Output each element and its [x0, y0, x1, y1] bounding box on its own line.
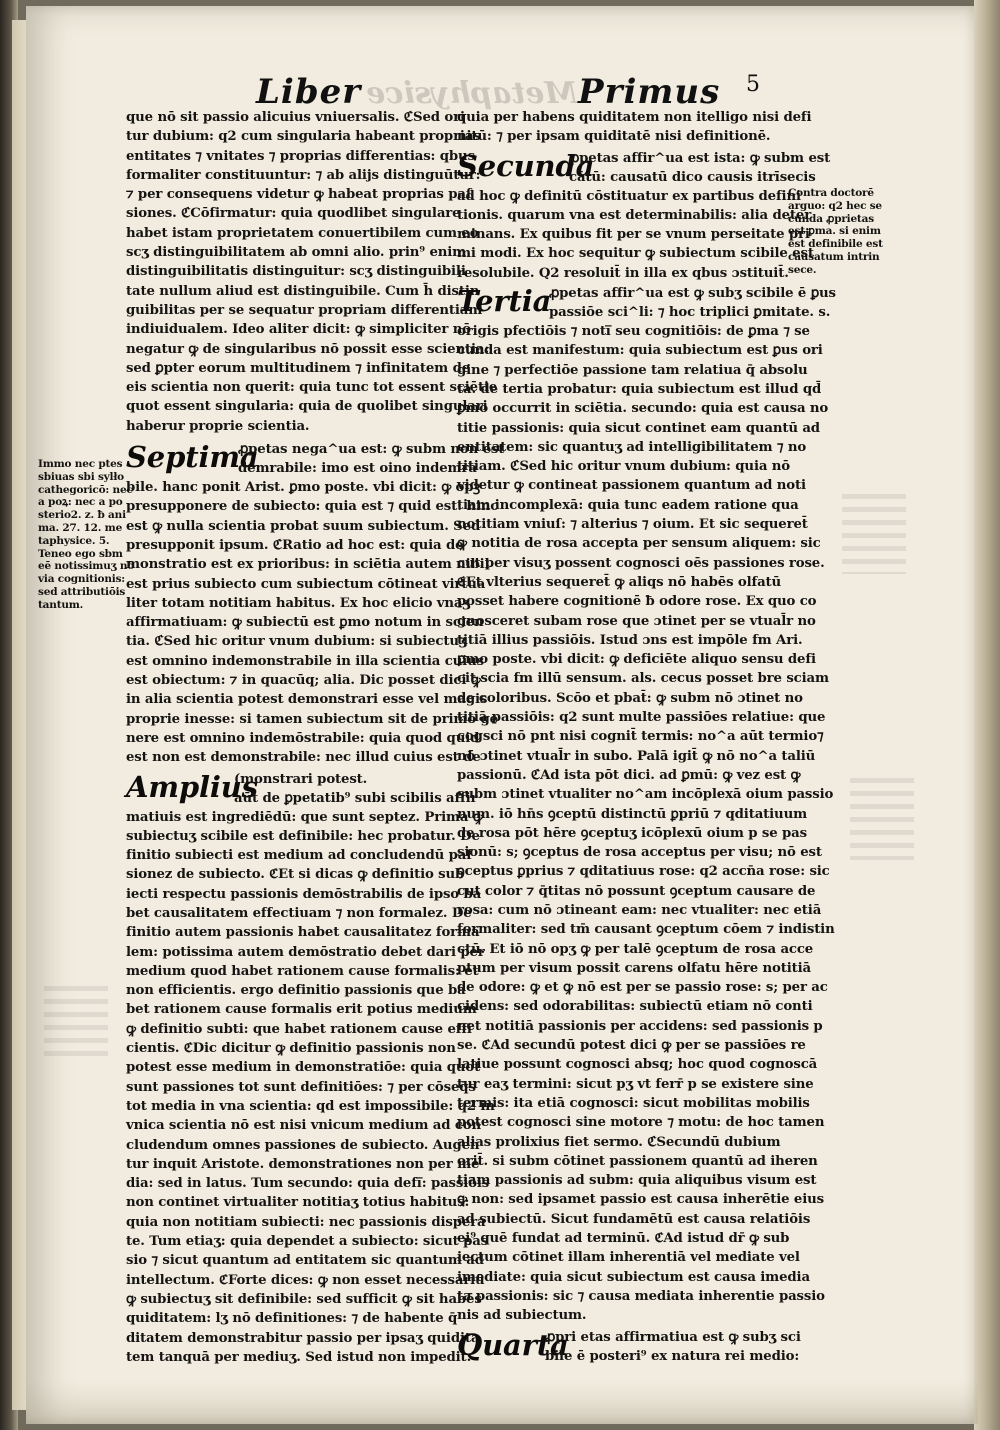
text-line: nis ad subiectum.	[457, 1308, 587, 1324]
text-line: bet rationem cause formalis erit potius medium	[126, 1002, 477, 1018]
text-line: tia. ℭSed hic oritur vnum dubium: si subiectuʒ	[126, 634, 467, 650]
text-line: num. iō hn̄s ꝯceptū distinctū ꝑpriū ⁊ qditatiuum	[457, 806, 808, 822]
text-line: haberur proprie scientia.	[126, 418, 310, 434]
section-initial-lines	[569, 149, 830, 188]
margin-note-line: arguo: q2 hec se	[788, 199, 882, 212]
text-line: matiuis est ingrediēdū: que sunt septez. Prima ꝙ	[126, 809, 483, 825]
text-line: de odore: ꝙ et ꝙ nō est per se passio rose: s; per ac	[457, 980, 828, 996]
text-line: lem: potissima autem demōstratio debet dari per	[126, 944, 485, 960]
text-line: entitatem: sic quantuʒ ad intelligibilitatem ⁊ no	[457, 439, 807, 455]
text-line: tur inquit Aristote. demonstrationes non per me	[126, 1156, 480, 1172]
text-line: tiam incomplexā: quia tunc eadem ratione qua	[457, 497, 799, 513]
section-initial-lines	[545, 1328, 801, 1367]
text-line: subm ɔtinet vtualiter no^am incōplexā oium passio	[457, 787, 834, 803]
text-line: ditatem demonstrabitur passio per ipsaʒ quidita	[126, 1330, 480, 1346]
section-initial-block	[457, 284, 836, 322]
text-line: latiue possunt cognosci absq; hoc quod cognoscā	[457, 1057, 818, 1073]
text-line: tate nullum aliud est distinguibile. Cum h̄ distin	[126, 283, 480, 299]
text-line: gnosceret subam rose que ɔtinet per se vtual̄r no	[457, 613, 816, 629]
text-line: cogsci nō pnt nisi cognit̄ termis: no^a aūt termio⁊	[457, 729, 824, 745]
text-line: presupponere de subiecto: quia est ⁊ quid est: hinc	[126, 499, 499, 515]
margin-note-line: Immo nec ptes	[38, 458, 123, 470]
text-line: est prius subiecto cum subiectum cōtineat virtua	[126, 576, 486, 592]
text-line: iecti respectu passionis demōstrabilis de ipso ba	[126, 886, 482, 902]
text-line: medium quod habet rationem cause formalis: et	[126, 963, 479, 979]
section-initial-word: Amplius	[126, 769, 258, 804]
text-line: quia per habens quiditatem non itelligo nisi defi	[457, 110, 812, 125]
text-line: nō ɔtinet vtual̄r in subo. Palā igit̄ ꝙ nō no^a taliū	[457, 748, 816, 764]
text-line: quot essent singularia: quia de quolibet singulari	[126, 399, 488, 415]
text-line: videtur ꝙ contineat passionem quantum ad noti	[457, 478, 806, 494]
section-initial-block	[457, 148, 831, 187]
text-line: presupponit ipsum. ℭRatio ad hoc est: quia de	[126, 537, 464, 553]
text-line: titiā illius passiōis. Istud ɔns est impōle fm Ari.	[457, 632, 803, 648]
show-through-note	[842, 494, 906, 574]
text-line: sionez de subiecto. ℭEt si dicas ꝙ definitio sub	[126, 867, 465, 883]
text-line: se. ℭAd secundū potest dici ꝙ per se passiōes re	[457, 1038, 806, 1054]
text-line: cientis. ℭDic dicitur ꝙ definitio passionis non	[126, 1041, 456, 1057]
text-line: est obiectum: ⁊ in quacūq; alia. Dic posset dici ꝙ	[126, 673, 481, 689]
text-line: de coloribus. Scōo et pbat̄: ꝙ subm nō ɔtinet no	[457, 690, 803, 706]
text-line: origis pfectiōis ⁊ noti̅ seu cognitiōis: de ꝑma ⁊ se	[457, 324, 810, 340]
text-line: dia: sed in latus. Tum secundo: quia defi̅: passiōis	[126, 1176, 490, 1192]
margin-note-line: a poꝝ: nec a po	[38, 496, 123, 509]
text-line: ta. de tertia probatur: quia subiectum est illud qd̄	[457, 381, 822, 397]
text-line: siones. ℭCōfirmatur: quia quodlibet singulare	[126, 206, 461, 222]
margin-note-line: causatum intrin	[788, 250, 880, 263]
section-initial-word: Tertia	[457, 284, 552, 319]
text-line: ꝓpetas nega^ua est: ꝙ subm non est	[238, 442, 505, 458]
text-line: scʒ distinguibilitatem ab omni alio. prin⁹ enim	[126, 245, 467, 261]
text-line: est ꝙ nulla scientia probat suum subiectum. Sed	[126, 518, 481, 534]
section-initial-word: Secunda	[457, 148, 595, 183]
text-line: non continet virtualiter notitiaʒ totius habitus:	[126, 1195, 470, 1211]
text-line: rosa: cum nō ɔtineant eam: nec vtualiter: nec etiā	[457, 902, 822, 918]
text-line: ꝑmo poste. vbi dicit: ꝙ deficiēte aliquo sensu defi	[457, 652, 816, 668]
text-line: vnica scientia nō est nisi vnicum medium ad con	[126, 1118, 482, 1134]
text-line: ꝙ non: sed ipsamet passio est causa inherētie eius	[457, 1192, 825, 1208]
text-line: aūt de ꝑpetatib⁹ subi scibilis affir	[234, 790, 478, 806]
text-line: cludendum omnes passiones de subiecto. Augen	[126, 1137, 480, 1153]
section-initial-lines	[549, 284, 836, 323]
text-line: resolubile. Q2 resoluit̄ in illa ex qbus ɔstituit̄.	[457, 265, 789, 281]
text-line: imediate: quia sicut subiectum est causa imedia	[457, 1269, 810, 1285]
text-line: passionū. ℭAd ista pōt dici. ad ꝑmū: ꝙ vez est ꝙ	[457, 767, 801, 783]
text-line: nere est omnino indemōstrabile: quia quod quid	[126, 730, 480, 746]
text-line: (monstrari potest.	[234, 771, 368, 787]
running-head-left: Liber	[256, 72, 362, 112]
text-line: passiōe sci^li: ⁊ hoc triplici ꝑmitate. s.	[549, 305, 831, 321]
text-line: te. Tum etiaʒ: quia dependet a subiecto: sicut pas	[126, 1234, 489, 1250]
margin-note-line: sbiuas sbi sylło	[38, 470, 124, 483]
text-line: cut per visuʒ possent cognosci oēs passiones rose.	[457, 555, 825, 571]
text-line: formaliter constituuntur: ⁊ ab alijs distinguūtur:	[126, 167, 481, 183]
text-line: mi modi. Ex hoc sequitur ꝙ subiectum scibile est	[457, 246, 814, 262]
section-initial-lines	[234, 770, 477, 809]
show-through-note	[44, 986, 108, 1056]
text-line: distinguibilitatis distinguitur: scʒ distinguibili	[126, 264, 466, 280]
running-head-right: Primus	[578, 72, 721, 112]
text-line: ꝑmo occurrit in sciētia. secundo: quia est causa no	[457, 401, 829, 417]
text-line: subiectuʒ scibile est definibile: hec probatur. De	[126, 828, 480, 844]
margin-note-line: via cognitionis:	[38, 573, 125, 586]
text-line: iectum cōtinet illam inherentiā vel mediate vel	[457, 1250, 800, 1266]
margin-note-line: ma. 27. 12. me	[38, 521, 123, 534]
section-initial-block	[126, 769, 478, 808]
text-line: ctū. Et iō nō opʒ ꝙ per talē ꝯceptum de rosa acce	[457, 941, 814, 957]
show-through-running-head: Metaphysice	[366, 76, 578, 111]
text-line: potest cognosci sine motore ⁊ motu: de hoc tamen	[457, 1115, 825, 1131]
margin-note-line: Contra doctorē	[788, 187, 874, 199]
text-line: titie passionis: quia sicut continet eam quantū ad	[457, 420, 820, 436]
text-line: ei⁹ quē fundat ad terminū. ℭAd istud dr̄ ꝙ sub	[457, 1231, 790, 1247]
text-line: nitū: ⁊ per ipsam quiditatē nisi definitionē.	[457, 129, 771, 145]
margin-note-line: sterio2. z. ƀ ani	[38, 509, 126, 522]
margin-note-line: sece.	[788, 263, 817, 276]
text-line: ℭEt vlterius sequeret̄ ꝙ aliqs nō habēs olfatū	[457, 574, 782, 590]
text-line: ꝙ notitia de rosa accepta per sensum aliquem: sic	[457, 536, 821, 552]
text-line: cātū: causatū dico causis itrīsecis	[569, 169, 816, 185]
text-line: guibilitas per se sequatur propriam differentiam	[126, 302, 483, 318]
section-initial-word: Septima	[126, 440, 259, 475]
page-fore-edge	[974, 0, 1000, 1430]
text-line: liter totam notitiam habitus. Ex hoc elicio vnaʒ	[126, 595, 470, 611]
text-line: de rosa pōt hēre ꝯceptuʒ icōplexū oium p se pas	[457, 825, 807, 841]
text-line: proprie inesse: si tamen subiectum sit de primo ge	[126, 711, 498, 727]
text-line: que nō sit passio alicuius vniuersalis. ℭSed ori	[126, 110, 465, 125]
text-line: cut color ⁊ q̄titas nō possunt ꝯceptum causare de	[457, 883, 816, 899]
section-initial-block	[457, 1327, 801, 1366]
text-line: tionis. quarum vna est determinabilis: alia deter	[457, 207, 812, 223]
text-line: tur eaʒ termini: sicut pʒ vt ferr̄ p se existere sine	[457, 1076, 814, 1092]
text-line: posset habere cognitionē ƀ odore rose. Ex quo co	[457, 594, 817, 610]
margin-note-line: est ꝑma. si enim	[788, 225, 881, 238]
text-line: eis scientia non querit: quia tunc tot essent sciētie	[126, 380, 498, 396]
text-line: ꝯceptus ꝑprius ⁊ qditatiuus rose: q2 accn̄a rose: sic	[457, 864, 830, 880]
text-line: minans. Ex quibus fit per se vnum perseitate pri	[457, 227, 810, 243]
text-line: alias prolixius fiet sermo. ℭSecundū dubium	[457, 1134, 781, 1150]
text-line: cidens: sed odorabilitas: subiectū etiam nō conti	[457, 999, 813, 1015]
text-line: est non est demonstrabile: nec illud cuius est de	[126, 750, 481, 766]
text-line: bile ē posteri⁹ ex natura rei medio:	[545, 1348, 800, 1364]
text-line: ꝓpetas affir^ua est ꝙ subʒ scibile ē ꝑus	[549, 286, 836, 302]
text-line: affirmatiuam: ꝙ subiectū est ꝑmo notum in scien	[126, 615, 484, 631]
text-line: entitates ⁊ vnitates ⁊ proprias differentias: qbus	[126, 148, 475, 164]
text-line: ꝙ definitio subti: que habet rationem cause effi	[126, 1021, 472, 1037]
margin-note-line: cunda ꝓprietas	[788, 212, 874, 225]
text-line: sed ꝑpter eorum multitudinem ⁊ infinitatem de	[126, 360, 471, 376]
text-line: in alia scientia potest demonstrari esse vel magis	[126, 692, 488, 708]
text-line: monstratio est ex prioribus: in sciētia autem nibil	[126, 557, 490, 573]
text-line: gine ⁊ perfectiōe passione tam relatiua q̄ absolu	[457, 362, 808, 378]
text-line: orit̄. si subm cōtinet passionem quantū ad iheren	[457, 1153, 818, 1169]
text-line: habet istam proprietatem conuertibilem cum eo	[126, 225, 479, 241]
margin-note-right	[788, 187, 883, 277]
text-line: tur dubium: q2 cum singularia habeant proprias	[126, 129, 481, 145]
text-line: bile. hanc ponit Arist. ꝑmo poste. vbi dicit: ꝙ opꝫ	[126, 480, 481, 496]
text-line: demrabile: imo est oino indemra	[238, 461, 477, 477]
text-line: tem tanquā per mediuʒ. Sed istud non impedit:	[126, 1349, 472, 1365]
text-line: net notitiā passionis per accidens: sed passionis p	[457, 1018, 823, 1034]
section-initial-block	[126, 440, 505, 478]
text-line: ptum per visum possit carens olfatu hēre notitiā	[457, 960, 812, 976]
section-initial-word: Quarta	[457, 1327, 569, 1362]
text-line: non efficientis. ergo definitio passionis que ba	[126, 983, 466, 999]
text-line: sionū: s; ꝯceptus de rosa acceptus per visu; nō est	[457, 845, 822, 861]
text-line: finitio subiecti est medium ad concludendū paſ	[126, 848, 472, 864]
text-line: ad hoc ꝙ definitū cōstituatur ex partibus defini	[457, 188, 801, 204]
text-line: titiam. ℭSed hic oritur vnum dubium: quia nō	[457, 459, 791, 475]
text-line: ad subiectū. Sicut fundamētū est causa relatiōis	[457, 1211, 811, 1227]
margin-note-line: taphysice. 5.	[38, 534, 110, 547]
margin-note-line: tantum.	[38, 598, 84, 611]
text-line: potest esse medium in demonstratiōe: quia quot	[126, 1060, 481, 1076]
text-line: sunt passiones tot sunt definitiōes: ⁊ per cōseq̄s	[126, 1079, 476, 1095]
margin-note-line: est definibile est	[788, 238, 883, 251]
margin-note-line: eē notissimuʒ nō	[38, 560, 135, 573]
margin-note-line: sed attributiōis	[38, 585, 126, 598]
text-line: sio ⁊ sicut quantum ad entitatem sic quantum ad	[126, 1253, 484, 1269]
text-line: cunda est manifestum: quia subiectum est ꝑus ori	[457, 343, 823, 359]
margin-note-line: Teneo ego sbm	[38, 547, 123, 560]
text-line: notitiam vniuſ: ⁊ alterius ⁊ oium. Et sic sequeret̄	[457, 517, 808, 533]
text-line: negatur ꝙ de singularibus nō possit esse scientia:	[126, 341, 490, 357]
text-line: bet causalitatem effectiuam ⁊ non formalez. De	[126, 905, 472, 921]
show-through-note	[850, 778, 914, 860]
text-line: quia non notitiam subiecti: nec passionis dispera	[126, 1214, 486, 1230]
text-line: tiam passionis ad subm: quia aliquibus visum est	[457, 1173, 817, 1189]
page-bottom-shade	[26, 1380, 978, 1424]
text-line: formaliter: sed tm̄ causant ꝯceptum cōem ⁊ indistin	[457, 922, 835, 938]
text-line: est omnino indemonstrabile in illa scientia cuius	[126, 653, 484, 669]
text-line: quiditatem: lʒ nō definitiones: ⁊ de habente q̄	[126, 1311, 458, 1327]
text-line: ꝓpetas affir^ua est ista: ꝙ subm est	[569, 150, 831, 166]
text-line: cit scia fm illū sensum. als. cecus posset bre sciam	[457, 671, 829, 687]
margin-note-left	[38, 458, 134, 612]
text-line: ꝙ subiectuʒ sit definibile: sed sufficit ꝙ sit habēs	[126, 1291, 482, 1307]
text-line: intellectum. ℭForte dices: ꝙ non esset necessariū	[126, 1272, 485, 1288]
text-line: ⁊ per consequens videtur ꝙ habeat proprias paſ	[126, 187, 472, 203]
text-line: ꝓpri etas affirmatiua est ꝙ subʒ sci	[545, 1329, 801, 1345]
text-line: titiā passiōis: q2 sunt multe passiōes relatiue: que	[457, 710, 826, 726]
text-line: finitio autem passionis habet causalitatez forma	[126, 925, 480, 941]
text-line: termis: ita etiā cognosci: sicut mobilitas mobilis	[457, 1095, 810, 1111]
text-line: tot media in vna scientia: qd est impossibile: q2 in	[126, 1098, 495, 1114]
margin-note-line: cathegoricō: nec	[38, 483, 133, 496]
text-line: ta passionis: sic ⁊ causa mediata inherentie passio	[457, 1288, 825, 1304]
folio-number: 5	[746, 72, 760, 97]
text-line: indiuidualem. Ideo aliter dicit: ꝙ simpliciter nō	[126, 322, 472, 338]
